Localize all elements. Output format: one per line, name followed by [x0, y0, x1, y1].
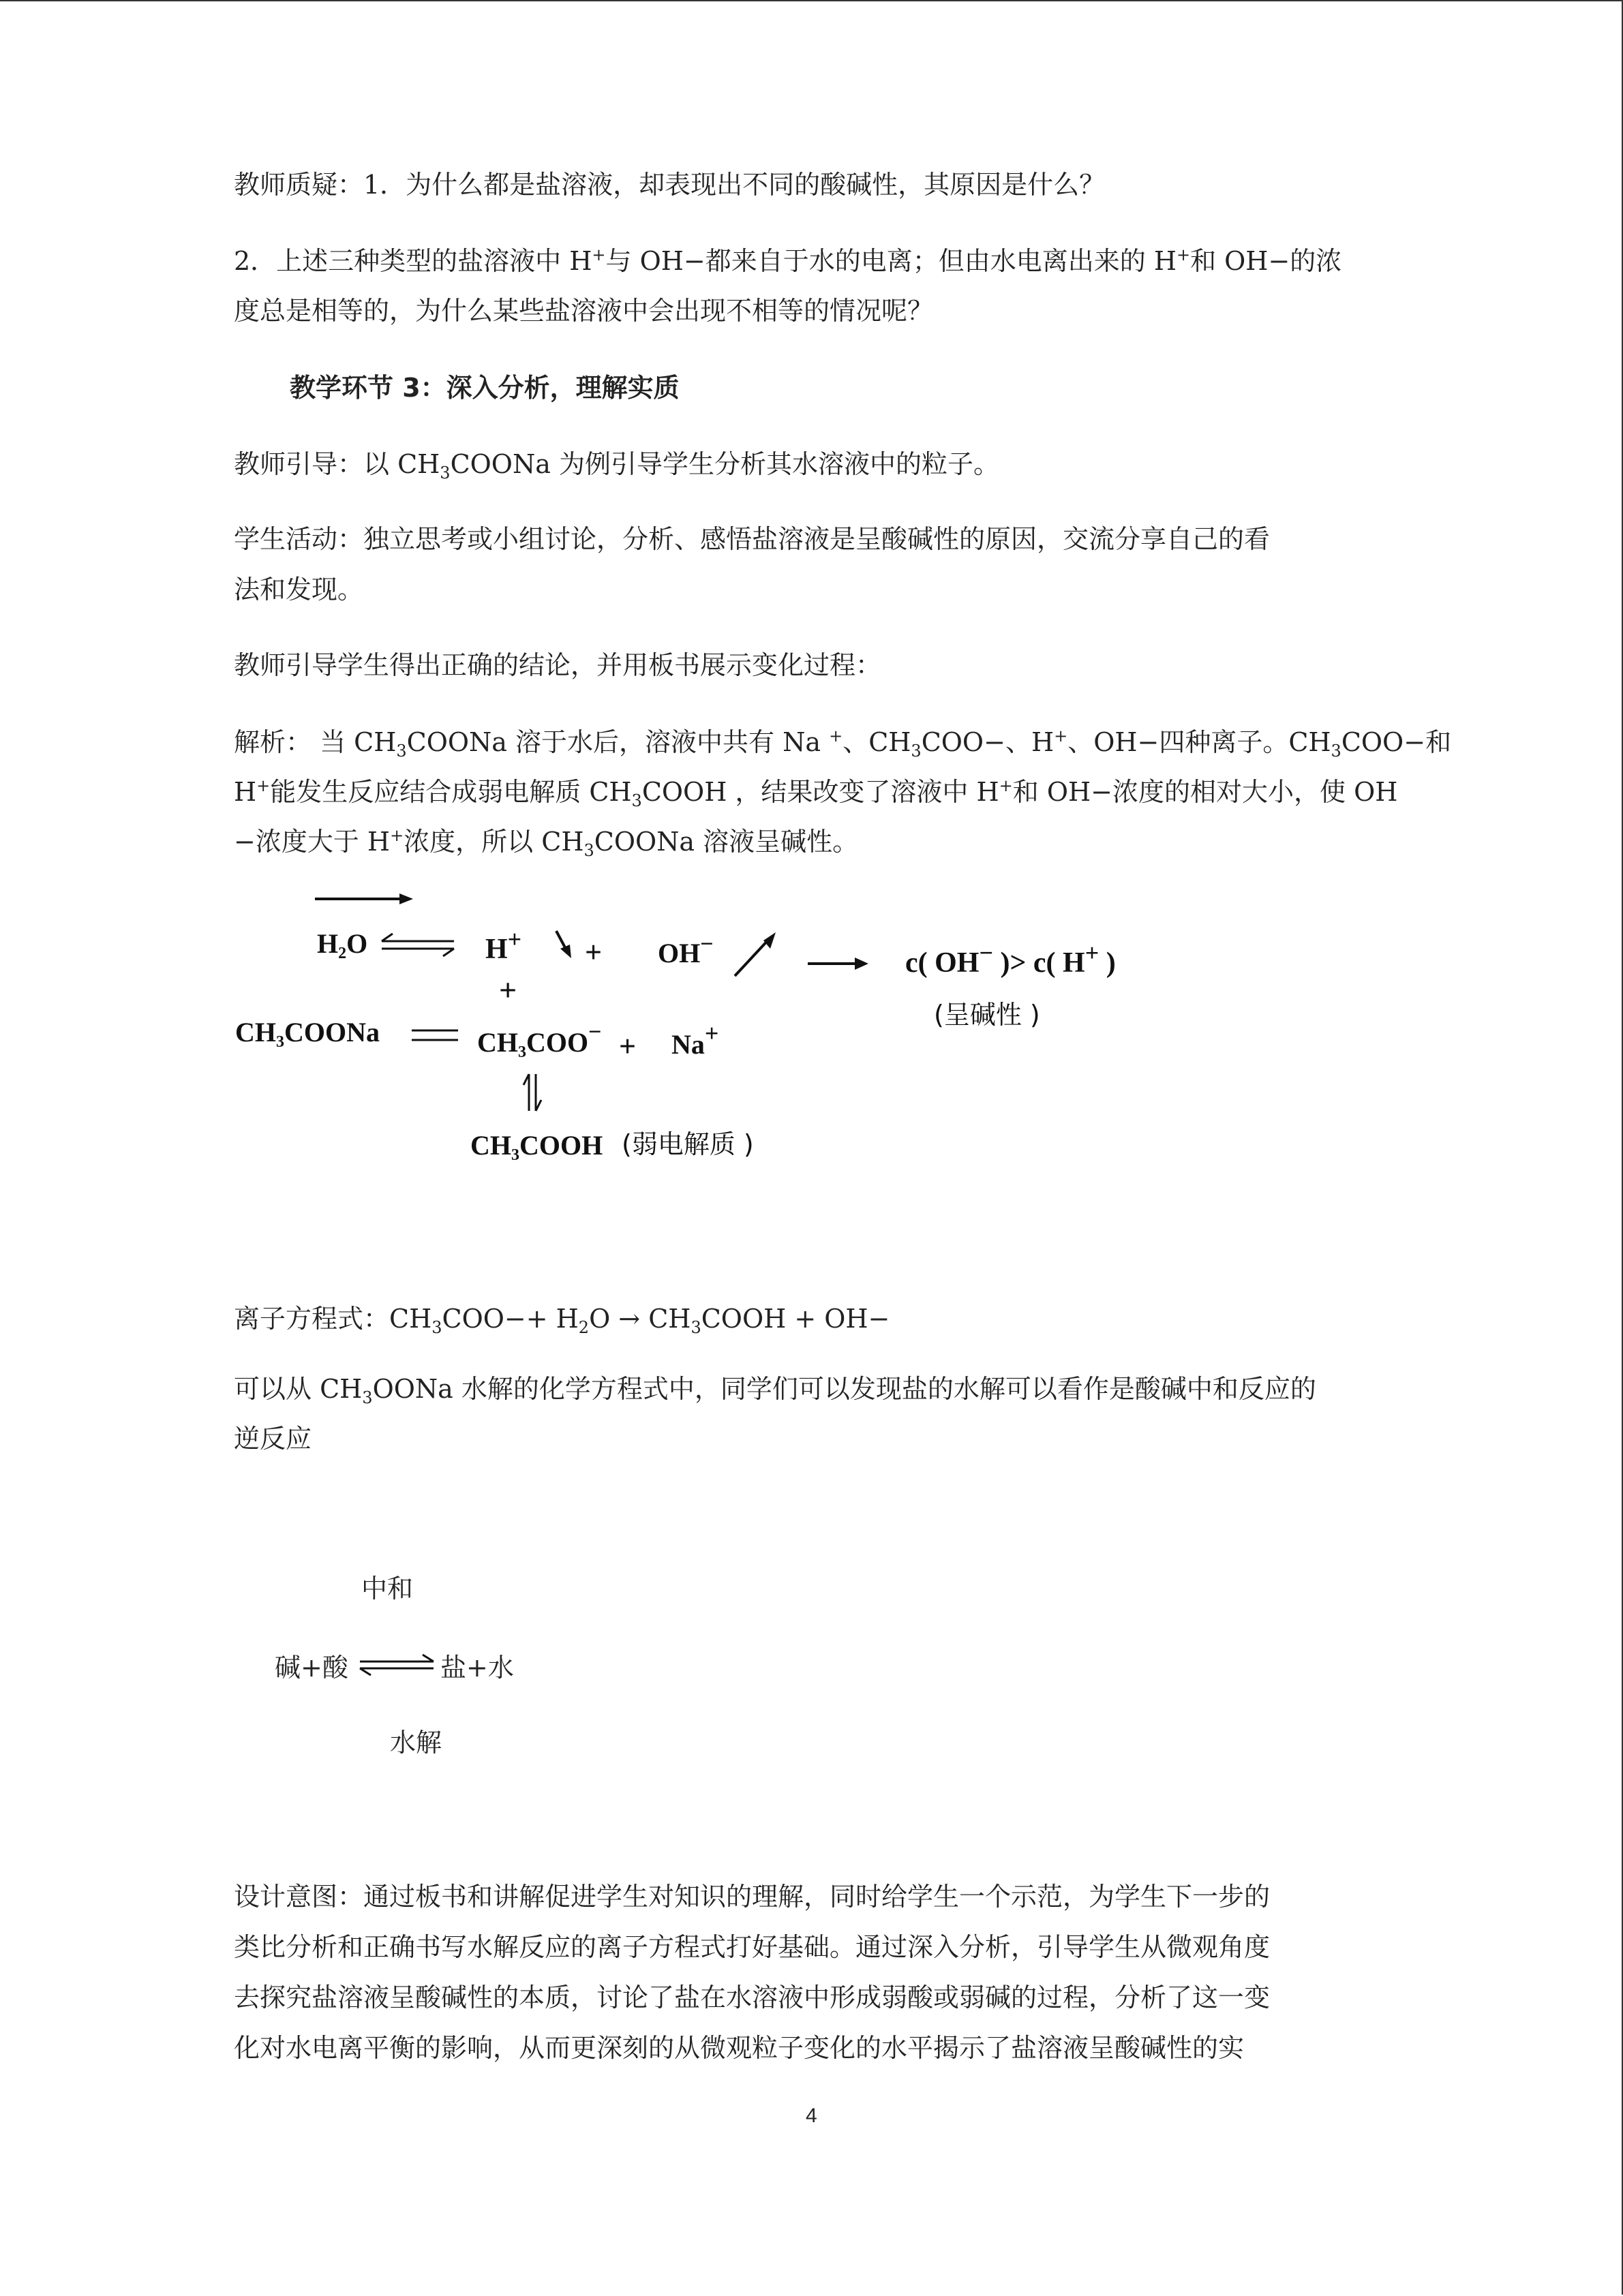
student-activity-line2: 法和发现。 [234, 575, 364, 604]
analysis-line3: −浓度大于 H+浓度，所以 $CH_3COONa$ 溶液呈碱性。 [234, 826, 859, 860]
analysis-line2: H+能发生反应结合成弱电解质 $CH_3COOH$ ，结果改变了溶液中 H+和 OH−浓度的相对大小，使 OH [234, 776, 1398, 810]
plus-sign-2: + [619, 1030, 637, 1063]
hydroxide-ion: OH− [658, 932, 714, 968]
teacher-question-1: 教师质疑：1．为什么都是盐溶液，却表现出不同的酸碱性，其原因是什么？ [234, 170, 1106, 200]
increase-arrow-icon [735, 932, 776, 976]
decrease-arrow-icon [556, 931, 571, 958]
sodium-ion: Na+ [671, 1020, 719, 1060]
analysis-line1: 解析： 当 $CH_3COONa$ 溶于水后，溶液中共有 Na +、$CH_3COO-$、H+、OH−四种离子。$CH_3COO-$和 [234, 726, 1452, 761]
plus-sign-vertical: + [499, 973, 517, 1007]
basic-label: (呈碱性 ) [934, 1000, 1040, 1030]
result-arrow-icon [808, 958, 868, 970]
forward-arrow-icon [315, 893, 413, 904]
teacher-question-2-line1: 2．上述三种类型的盐溶液中 H+与 OH−都来自于水的电离；但由水电离出来的 H+和 OH−的浓 [234, 245, 1342, 276]
design-intent-line1: 设计意图：通过板书和讲解促进学生对知识的理解，同时给学生一个示范，为学生下一步的 [234, 1882, 1271, 1912]
water-formula: $H_2O$ [317, 928, 368, 962]
weak-electrolyte-label: (弱电解质 ) [622, 1129, 754, 1159]
reversible-arrow-icon [360, 1655, 434, 1675]
conclusion-text: 教师引导学生得出正确的结论，并用板书展示变化过程： [234, 650, 882, 680]
products-label: 盐+水 [440, 1653, 514, 1683]
equals-sign-icon [412, 1030, 458, 1040]
acetic-acid-formula: $CH_3COOH$ [470, 1130, 603, 1164]
design-intent-line2: 类比分析和正确书写水解反应的离子方程式打好基础。通过深入分析，引导学生从微观角度 [234, 1932, 1271, 1962]
teacher-question-2-line2: 度总是相等的，为什么某些盐溶液中会出现不相等的情况呢？ [234, 296, 934, 326]
neutralization-label: 中和 [361, 1574, 414, 1604]
page-number: 4 [806, 2104, 817, 2127]
ionic-equation: 离子方程式：$CH_3COO-+ H_2O$ → $CH_3COOH + OH-$ [234, 1304, 890, 1337]
design-intent-line3: 去探究盐溶液呈酸碱性的本质，讨论了盐在水溶液中形成弱酸或弱碱的过程，分析了这一变 [234, 1983, 1271, 2012]
hydrogen-ion: H+ [485, 925, 522, 965]
teacher-guide: 教师引导：以 $CH_3COONa$ 为例引导学生分析其水溶液中的粒子。 [234, 449, 999, 483]
equilibrium-arrow-icon [382, 934, 454, 956]
acetate-ion: $CH_3COO^-$ [477, 1020, 602, 1061]
hydrolysis-text-line2: 逆反应 [234, 1424, 312, 1454]
design-intent-line4: 化对水电离平衡的影响，从而更深刻的从微观粒子变化的水平揭示了盐溶液呈酸碱性的实 [234, 2033, 1245, 2063]
section-heading: 教学环节 3：深入分析，理解实质 [290, 373, 680, 403]
reactants-label: 碱+酸 [275, 1653, 348, 1683]
hydrolysis-text-line1: 可以从 $CH_3OONa$ 水解的化学方程式中，同学们可以发现盐的水解可以看作是酸碱中和反应的 [234, 1374, 1316, 1407]
student-activity-line1: 学生活动：独立思考或小组讨论，分析、感悟盐溶液是呈酸碱性的原因，交流分享自己的看 [234, 524, 1271, 554]
hydrolysis-label: 水解 [390, 1728, 442, 1758]
sodium-acetate-formula: $CH_3COONa$ [235, 1017, 380, 1051]
plus-sign: + [585, 936, 603, 969]
concentration-comparison: c( OH− )> c( H+ ) [905, 939, 1116, 979]
vertical-equilibrium-icon [524, 1074, 541, 1111]
